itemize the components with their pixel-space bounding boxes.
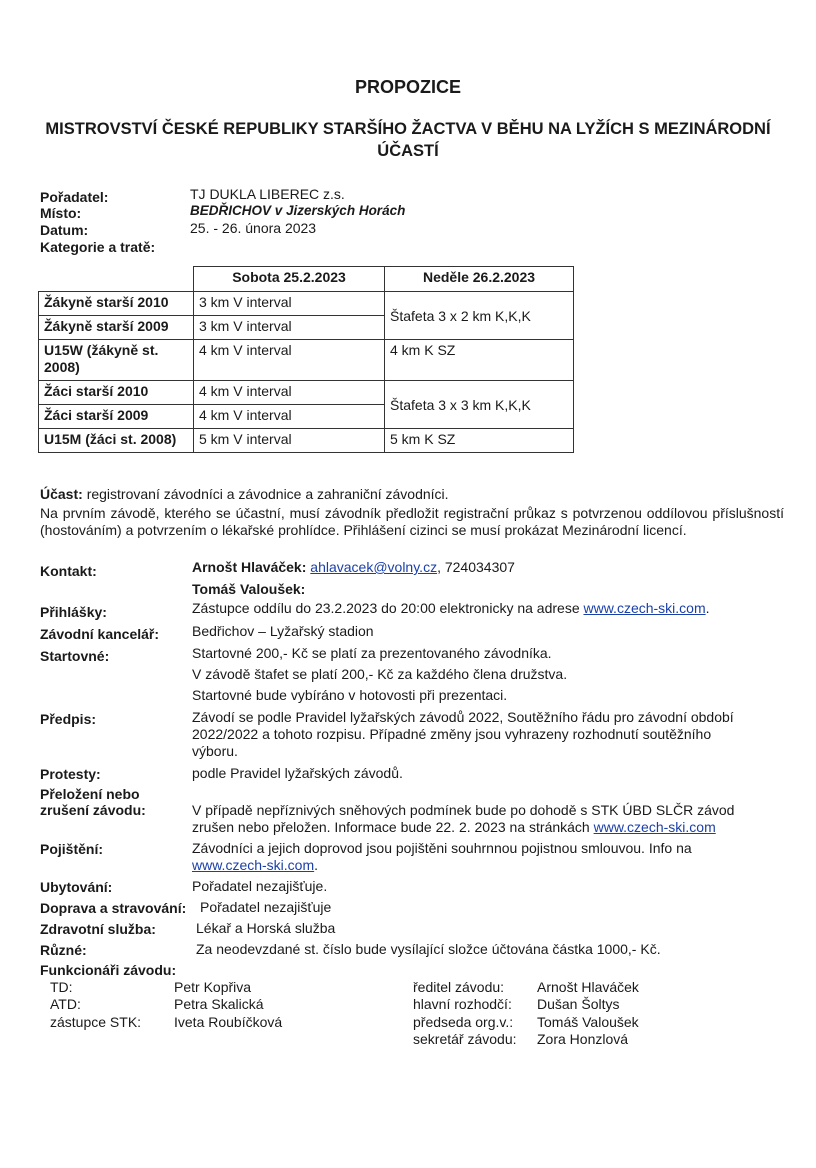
entries-text: Zástupce oddílu do 23.2.2023 do 20:00 elektronicky na adrese [192,600,584,616]
insurance-line-2 [192,857,318,873]
entries-link[interactable]: www.czech-ski.com [583,600,706,616]
organizer-label: Pořadatel: [40,189,109,205]
place-value: BEDŘICHOV v Jizerských Horách [190,203,406,218]
place-label: Místo: [40,205,82,221]
fee-line-3: Startovné bude vybíráno v hotovosti při prezentaci. [192,687,508,703]
contact-email-link[interactable]: ahlavacek@volny.cz [310,559,438,575]
official-role: ATD: [50,996,81,1012]
postpone-line-1: V případě nepříznivých sněhových podmínek bude po dohodě s STK ÚBD SLČR závod [192,802,735,818]
table-row [39,340,574,381]
document-subtitle: MISTROVSTVÍ ČESKÉ REPUBLIKY STARŠÍHO ŽACTVA V BĚHU NA LYŽÍCH S MEZINÁRODNÍ ÚČASTÍ [45,120,771,160]
table-header-row [39,267,574,292]
table-row [39,429,574,453]
categories-label: Kategorie a tratě: [40,239,156,255]
insurance-end: . [314,857,319,873]
rules-line-3: výboru. [192,743,238,759]
participation-line [40,486,449,502]
entries-label: Přihlášky: [40,604,107,620]
entries-text-line [192,600,710,616]
office-text: Bedřichov – Lyžařský stadion [192,623,374,639]
insurance-link[interactable]: www.czech-ski.com [192,857,315,873]
accommodation-text: Pořadatel nezajišťuje. [192,878,328,894]
saturday-race-cell: 4 km V interval [194,405,385,429]
contact-line-1 [192,559,515,575]
misc-label: Různé: [40,942,87,958]
postpone-label-2: zrušení závodu: [40,802,146,818]
official-role: ředitel závodu: [413,979,505,995]
official-role: zástupce STK: [50,1014,142,1030]
postpone-text: zrušen nebo přeložen. Informace bude 22. 2. 2023 na stránkách [192,819,594,835]
accommodation-label: Ubytování: [40,879,113,895]
participation-paragraph: Na prvním závodě, kterého se účastní, musí závodník předložit registrační průkaz s potvrzenou oddílovou příslušností (hostováním) a potvrzením o lékařské prohlídce. Přihlášení cizinci se musí prokázat Mezinárodní licencí. [40,505,784,538]
category-cell: Žáci starší 2009 [39,405,194,429]
sunday-race-cell: 4 km K SZ [385,340,574,381]
official-name: Zora Honzlová [537,1031,629,1047]
rules-line-1: Závodí se podle Pravidel lyžařských závodů 2022, Soutěžního řádu pro závodní období [192,709,734,725]
insurance-label: Pojištění: [40,841,104,857]
office-label: Závodní kancelář: [40,626,160,642]
table-row [39,381,574,405]
fee-label: Startovné: [40,648,110,664]
official-name: Iveta Roubíčková [174,1014,283,1030]
transport-label: Doprava a stravování: [40,900,187,916]
date-label: Datum: [40,222,89,238]
saturday-race-cell: 4 km V interval [194,381,385,405]
organizer-value: TJ DUKLA LIBEREC z.s. [190,186,345,202]
official-role: hlavní rozhodčí: [413,996,512,1012]
official-role: TD: [50,979,73,995]
official-name: Arnošt Hlaváček [537,979,639,995]
entries-end: . [705,600,710,616]
contact-phone: , 724034307 [437,559,515,575]
categories-table [38,266,574,453]
insurance-line-1: Závodníci a jejich doprovod jsou pojištěni souhrnnou pojistnou smlouvou. Info na [192,840,692,856]
table-row [39,292,574,316]
participation-text: registrovaní závodníci a závodnice a zahraniční závodníci. [86,486,449,502]
transport-text: Pořadatel nezajišťuje [200,899,332,915]
relay-boys-cell: Štafeta 3 x 3 km K,K,K [385,381,574,429]
official-role: předseda org.v.: [413,1014,514,1030]
column-saturday: Sobota 25.2.2023 [194,267,385,292]
postpone-line-2 [192,819,716,835]
contact-person-2: Tomáš Valoušek: [192,581,306,597]
document-title: PROPOZICE [354,77,461,97]
category-cell: Žákyně starší 2009 [39,316,194,340]
saturday-race-cell: 5 km V interval [194,429,385,453]
saturday-race-cell: 3 km V interval [194,316,385,340]
contact-person-1: Arnošt Hlaváček: [192,559,307,575]
official-name: Dušan Šoltys [537,996,620,1012]
medical-label: Zdravotní služba: [40,921,156,937]
category-cell: Žákyně starší 2010 [39,292,194,316]
official-name: Petra Skalická [174,996,264,1012]
official-name: Petr Kopřiva [174,979,252,995]
postpone-label-1: Přeložení nebo [40,786,140,802]
contact-label: Kontakt: [40,563,97,579]
category-cell: U15W (žákyně st. 2008) [39,340,194,381]
protests-label: Protesty: [40,766,101,782]
category-cell: Žáci starší 2010 [39,381,194,405]
rules-line-2: 2022/2022 a tohoto rozpisu. Případné změny jsou vyhrazeny rozhodnutí soutěžního [192,726,712,742]
column-sunday: Neděle 26.2.2023 [385,267,574,292]
fee-line-2: V závodě štafet se platí 200,- Kč za každého člena družstva. [192,666,568,682]
category-cell: U15M (žáci st. 2008) [39,429,194,453]
officials-label: Funkcionáři závodu: [40,962,177,978]
date-value: 25. - 26. února 2023 [190,220,317,236]
medical-text: Lékař a Horská služba [196,920,336,936]
misc-text: Za neodevzdané st. číslo bude vysílající složce účtována částka 1000,- Kč. [196,941,661,957]
protests-text: podle Pravidel lyžařských závodů. [192,765,403,781]
saturday-race-cell: 4 km V interval [194,340,385,381]
relay-girls-cell: Štafeta 3 x 2 km K,K,K [385,292,574,340]
saturday-race-cell: 3 km V interval [194,292,385,316]
official-name: Tomáš Valoušek [537,1014,639,1030]
postpone-link[interactable]: www.czech-ski.com [593,819,716,835]
official-role: sekretář závodu: [413,1031,517,1047]
rules-label: Předpis: [40,711,97,727]
fee-line-1: Startovné 200,- Kč se platí za prezentovaného závodníka. [192,645,552,661]
sunday-race-cell: 5 km K SZ [385,429,574,453]
participation-label: Účast: [40,486,83,502]
